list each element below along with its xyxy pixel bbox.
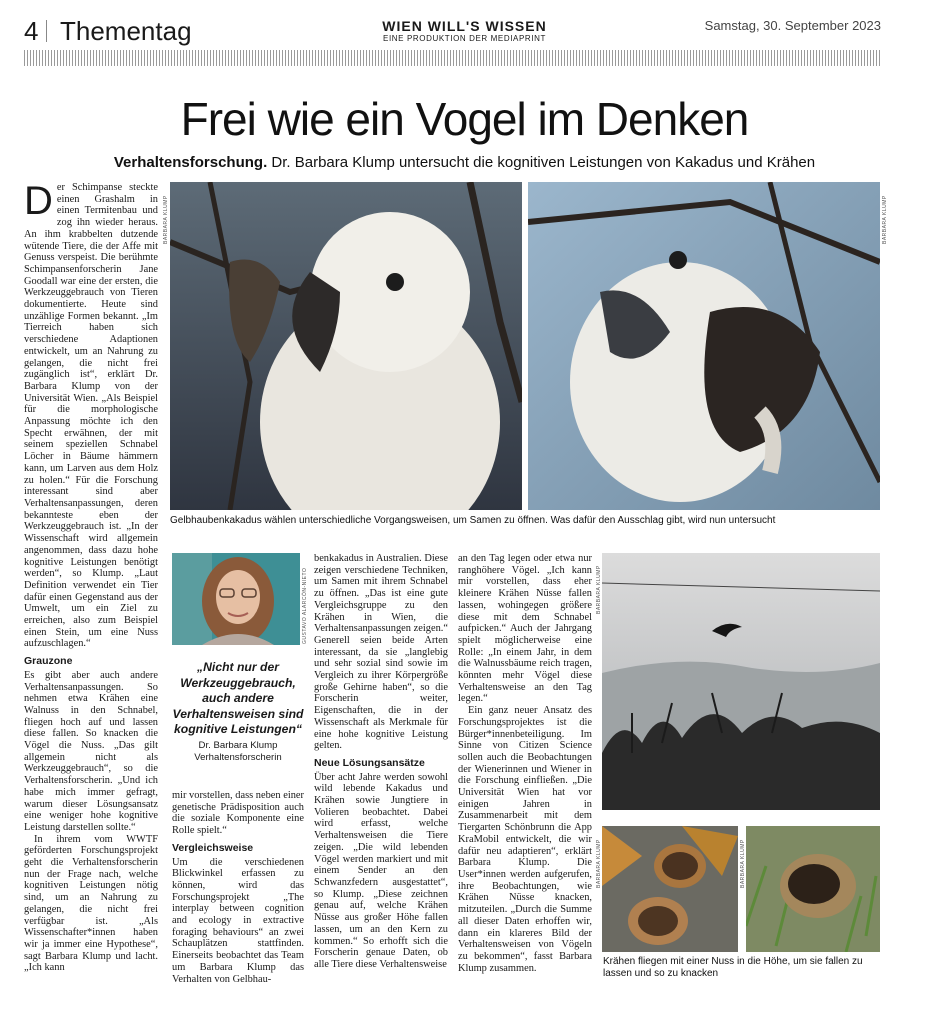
subheading-grauzone: Grauzone	[24, 655, 73, 668]
col1-paragraph-1: er Schimpanse steckte einen Grashalm in einen Termitenbau und zog ihn wieder heraus. An ihm krabbelten dutzende wütende Tiere, die der Affe mit Genuss verspeist. Die berühmte Schimpansenforscherin Jane Goodall war eine der ersten, die Werkzeuggebrauch von Tieren dokumentierte. Heute sind unzählige Formen bekannt. „Im Tierreich haben sich verschiedene Adaptionen entwickelt, um an Nahrung zu gelangen, die nicht frei zugänglich ist“, erklärt Dr. Barbara Klump von der Universität Wien. „Als Beispiel für die morphologische Anpassung möchte ich den Specht erwähnen, der mit seinem speziellen Schnabel Löcher in Bäume hämmern kann, um Larven aus dem Holz zu holen.“ Für die Forschung interessant sind aber Verhaltensanpassungen, deren bekannteste eben der Werkzeuggebrauch ist. „In der Wissenschaft wird allgemein angenommen, dass dazu hohe kognitive Leistungen benötigt werden“, so Klump. „Laut Definition verwendet ein Tier dafür einen Gegenstand aus der Umwelt, um ein Ziel zu erreichen, also zum Beispiel einen Stein, um eine Nuss aufzuschlagen.“	[24, 182, 158, 650]
col4-paragraph-2: Ein ganz neuer Ansatz des Forschungsprojektes ist die Bürger*innenbeteiligung. Im Sinne von Citizen Science sollen auch die Beobachtungen der Wienerinnen und Wiener in die Forschung einfließen. „Die Universität Wien hat vor einigen Jahren in Zusammenarbeit mit dem Tiergarten Schönbrunn die App KraMobil entwickelt, die wir dafür neu adaptieren“, erklärt Barbara Klump. Die User*innen werden aufgerufen, ihre Beobachtungen, wie Krähen Nüsse knacken, mitzuteilen. „Durch die Summe all dieser Daten erhoffen wir, dann ein klareres Bild der Verhaltensweisen von Vögeln zu bekommen“, fasst Barbara Klump zusammen.	[458, 705, 592, 974]
column-1	[24, 179, 158, 974]
subheadline	[0, 154, 929, 171]
col3-paragraph-1: benkakadus in Australien. Diese zeigen verschiedene Techniken, um Samen mit ihrem Schnabel zu öffnen. „Das ist eine gute Vergleichsgruppe zu den Krähen in Wien, die Verhaltensanpassungen zeigen.“ Generell seien beide Arten interessant, da sie „langlebig und sehr sozial sind sowie im Vergleich zu ihrer Körpergröße große Gehirne haben“, so die Forscherin weiter, Eigenschaften, die in der Wissenschaft als Merkmale für eine hohe kognitive Leistung gelten.	[314, 553, 448, 752]
cockatoo-photo-graphic	[170, 182, 880, 510]
credit-cockatoo-left: BARBARA KLUMP	[163, 195, 169, 244]
quote-author	[172, 740, 304, 764]
issue-date: Samstag, 30. September 2023	[704, 18, 881, 33]
col2-paragraph-2: Um die verschiedenen Blickwinkel erfassen zu können, wird das Forschungsprojekt „The interplay between cognition and ecology in extractive foraging behaviours“ an zwei Schauplätzen stattfinden. Einerseits beobachtet das Team um Barbara Klump das Verhalten von Gelbhau-	[172, 856, 304, 985]
credit-nut-right: BARBARA KLUMP	[740, 839, 746, 888]
crow-photo-graphic	[602, 553, 880, 810]
column-4	[458, 553, 592, 974]
dropcap: D	[24, 179, 53, 223]
photo-nut-right	[746, 826, 880, 952]
credit-portrait: GUSTAVO ALARCÓN-NIETO	[302, 567, 308, 644]
header-barcode-strip	[24, 50, 881, 66]
pull-quote: „Nicht nur der Werkzeuggebrauch, auch andere Verhaltensweisen sind kognitive Leistungen“	[172, 660, 304, 736]
photo-nuts-left	[602, 826, 738, 952]
col4-paragraph-1: an den Tag legen oder etwa nur ranghöhere Vögel. „Ich kann mir vorstellen, dass eher kleinere Krähen Nüsse fallen lassen, wohingegen größere diese mit dem Schnabel aufpicken.“ Auch der Jahrgang spielt möglicherweise eine Rolle: „In einem Jahr, in dem die Walnussbäume reich tragen, könnten mehr Vögel diese Verhaltensweise an den Tag legen.“	[458, 553, 592, 705]
credit-nuts-left: BARBARA KLUMP	[596, 839, 602, 888]
brand-title: WIEN WILL'S WISSEN	[382, 18, 547, 34]
subheading-neue-loesungsansaetze: Neue Lösungsansätze	[314, 756, 425, 769]
portrait-graphic	[172, 553, 300, 645]
caption-kraehen: Krähen fliegen mit einer Nuss in die Höhe, um sie fallen zu lassen und so zu knacken	[603, 956, 863, 979]
photo-cockatoos	[170, 182, 880, 510]
column-3	[314, 553, 448, 971]
subheading-vergleichsweise: Vergleichsweise	[172, 841, 254, 854]
section-title: Thementag	[60, 16, 192, 46]
kicker: Verhaltensforschung.	[113, 154, 268, 171]
brand-subtitle: EINE PRODUKTION DER MEDIAPRINT	[383, 34, 546, 43]
nut-right-graphic	[746, 826, 880, 952]
credit-cockatoo-right: BARBARA KLUMP	[882, 195, 888, 244]
col3-paragraph-2: Über acht Jahre werden sowohl wild lebende Kakadus und Krähen sowie Jungtiere in Volieren beobachtet. Dabei wird erfasst, welche Verhaltensweisen die Tiere zeigen. „Die wild lebenden Vögel werden markiert und mit einem Sender an den Schwanzfedern ausgestattet“, so Klump. „Diese zeichnen genau auf, welche Krähen Nüsse aus großer Höhe fallen lassen, um an den Kern zu kommen.“ So erhofft sich die Forscherin genaue Daten, ob alle Tiere diese Verhaltensweise	[314, 771, 448, 970]
quote-author-role: Verhaltensforscherin	[194, 752, 282, 763]
quote-author-name: Dr. Barbara Klump	[198, 740, 278, 751]
col1-paragraph-3: In ihrem vom WWTF geförderten Forschungsprojekt geht die Verhaltensforscherin nun der Frage nach, welche kognitiven Leistungen nötig sind, um an Nahrung zu gelangen, die nicht frei verfügbar ist. „Als Wissenschafter*innen haben wir ja immer eine Hypothese“, sagt Barbara Klump und lacht. „Ich kann	[24, 833, 158, 974]
headline: Frei wie ein Vogel im Denken	[180, 93, 749, 145]
caption-cockatoos: Gelbhaubenkakadus wählen unterschiedliche Vorgangsweisen, um Samen zu öffnen. Was dafür den Ausschlag gibt, wird nun untersucht	[170, 515, 776, 526]
col1-paragraph-2: Es gibt aber auch andere Verhaltensanpassungen. So nehmen etwa Krähen eine Walnuss in den Schnabel, fliegen hoch auf und lassen diese fallen. So knacken die Vögel die Nuss. „Das gilt allgemein nicht als Werkzeuggebrauch“, so die Verhaltensforscherin. „Und ich habe mich immer gefragt, warum dieser Lösungsansatz eine weniger hohe kognitive Leistung darstellen sollte.“	[24, 669, 158, 833]
page-number: 4	[24, 16, 39, 46]
subline: Dr. Barbara Klump untersucht die kognitiven Leistungen von Kakadus und Krähen	[267, 154, 816, 171]
nuts-left-graphic	[602, 826, 738, 952]
column-2	[172, 790, 304, 985]
credit-crow: BARBARA KLUMP	[596, 565, 602, 614]
portrait-photo	[172, 553, 300, 645]
photo-crow-flying	[602, 553, 880, 810]
col2-paragraph-1: mir vorstellen, dass neben einer genetische Prädisposition auch die soziale Komponente eine Rolle spielt.“	[172, 790, 304, 837]
